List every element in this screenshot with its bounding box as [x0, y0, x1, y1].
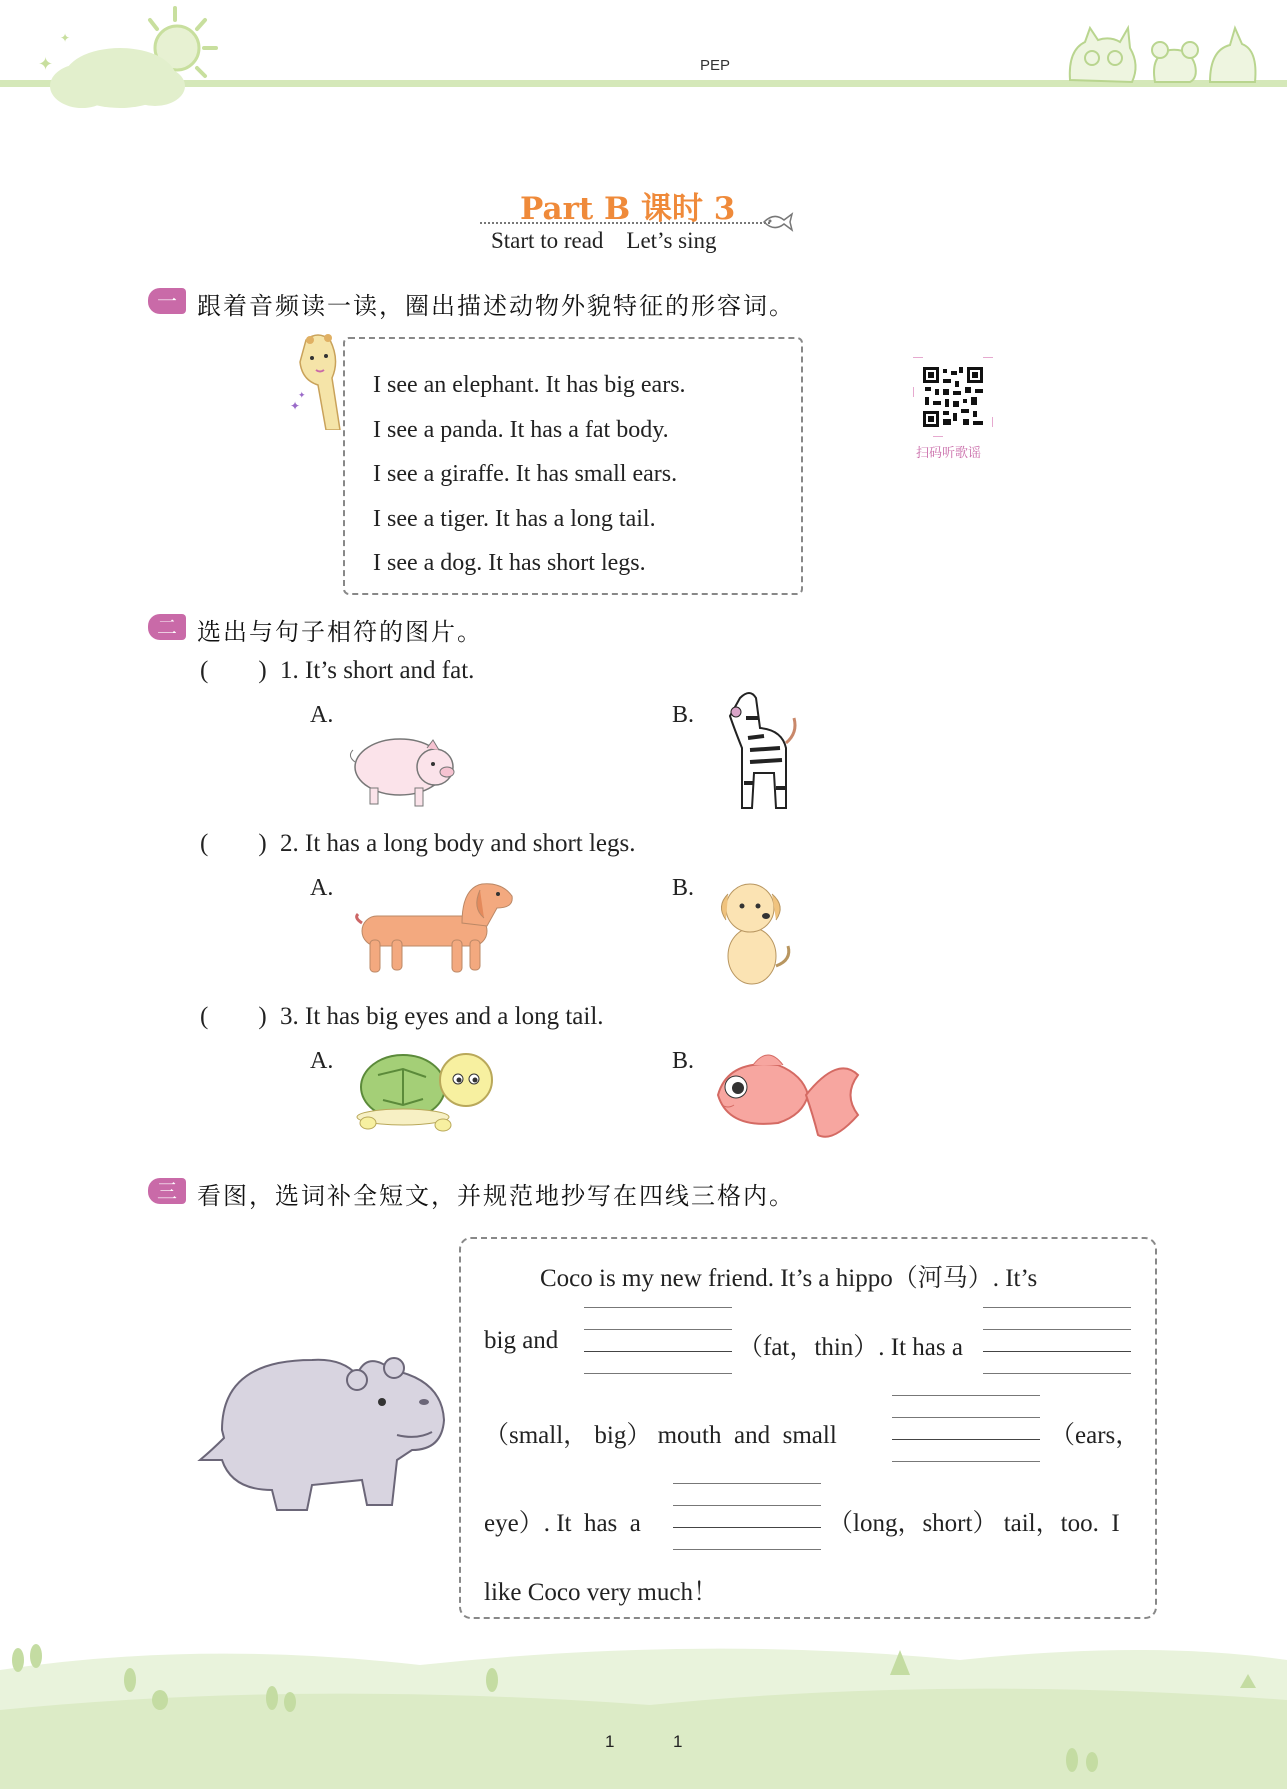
reading-box: [343, 337, 803, 595]
question-3-text: 3. It has big eyes and a long tail.: [280, 1003, 604, 1030]
q3-option-a-label[interactable]: A.: [310, 1048, 334, 1074]
page-title: Part B 课时 3: [520, 191, 736, 227]
qr-code-icon[interactable]: [913, 357, 993, 437]
svg-text:✦: ✦: [298, 391, 306, 401]
blank-2[interactable]: [983, 1307, 1131, 1373]
reading-line-3: I see a giraffe. It has small ears.: [373, 461, 678, 487]
giraffe-illustration: [288, 330, 348, 430]
q2-option-a-label[interactable]: A.: [310, 875, 334, 901]
passage-line-3a: （small， big） mouth and small: [484, 1422, 837, 1449]
page-number-right: 1: [673, 1732, 683, 1751]
section1-instruction: 跟着音频读一读，圈出描述动物外貌特征的形容词。: [197, 292, 795, 320]
sun-cloud-illustration: [20, 0, 220, 115]
section2-instruction: 选出与句子相符的图片。: [197, 618, 483, 646]
turtle-image[interactable]: [348, 1045, 500, 1135]
svg-text:✦: ✦: [60, 31, 71, 45]
passage-line-4b: （long，short） tail，too. I: [828, 1510, 1120, 1537]
reading-line-4: I see a tiger. It has a long tail.: [373, 505, 656, 532]
q1-option-b-label[interactable]: B.: [672, 702, 695, 728]
passage-line-5: like Coco very much！: [484, 1579, 718, 1606]
blank-1[interactable]: [584, 1307, 732, 1373]
question-1-text: 1. It’s short and fat.: [280, 657, 475, 684]
pig-image[interactable]: [345, 722, 465, 812]
section3-instruction: 看图，选词补全短文，并规范地抄写在四线三格内。: [197, 1182, 795, 1210]
zebra-image[interactable]: [720, 688, 800, 816]
passage-line-3b: （ears，: [1050, 1422, 1141, 1449]
blank-4[interactable]: [673, 1483, 821, 1549]
reading-line-1: I see an elephant. It has big ears.: [373, 372, 686, 398]
section-badge-3: 三: [148, 1178, 186, 1204]
question-2-text: 2. It has a long body and short legs.: [280, 830, 636, 857]
svg-text:✦: ✦: [290, 399, 301, 413]
section-badge-2: 二: [148, 614, 186, 640]
dachshund-image[interactable]: [352, 878, 522, 983]
svg-text:✦: ✦: [38, 54, 54, 75]
qr-code-label: 扫码听歌谣: [916, 446, 982, 461]
fish-icon: [760, 210, 796, 234]
hippo-image: [192, 1340, 446, 1520]
passage-line-2a: big and: [484, 1327, 559, 1354]
q2-option-b-label[interactable]: B.: [672, 875, 695, 901]
section-badge-1: 一: [148, 288, 186, 314]
animals-header-illustration: [1060, 20, 1260, 85]
goldfish-image[interactable]: [708, 1045, 866, 1145]
answer-paren-2[interactable]: ( ): [200, 830, 267, 857]
passage-line-2b: （fat，thin）. It has a: [738, 1334, 963, 1361]
passage-line-4a: eye）. It has a: [484, 1510, 641, 1537]
reading-line-2: I see a panda. It has a fat body.: [373, 416, 669, 443]
answer-paren-1[interactable]: ( ): [200, 657, 267, 684]
q3-option-b-label[interactable]: B.: [672, 1048, 695, 1074]
page-number-left: 1: [605, 1732, 615, 1751]
series-label: PEP: [700, 57, 731, 74]
title-divider: [480, 222, 770, 224]
q1-option-a-label[interactable]: A.: [310, 702, 334, 728]
passage-line-1: Coco is my new friend. It’s a hippo（河马）. It’s: [540, 1265, 1038, 1292]
blank-3[interactable]: [892, 1395, 1040, 1461]
answer-paren-3[interactable]: ( ): [200, 1003, 267, 1030]
page-subtitle: Start to read Let’s sing: [491, 228, 717, 253]
footer-hills-illustration: [0, 1630, 1287, 1789]
reading-line-5: I see a dog. It has short legs.: [373, 550, 646, 576]
puppy-image[interactable]: [710, 876, 800, 988]
